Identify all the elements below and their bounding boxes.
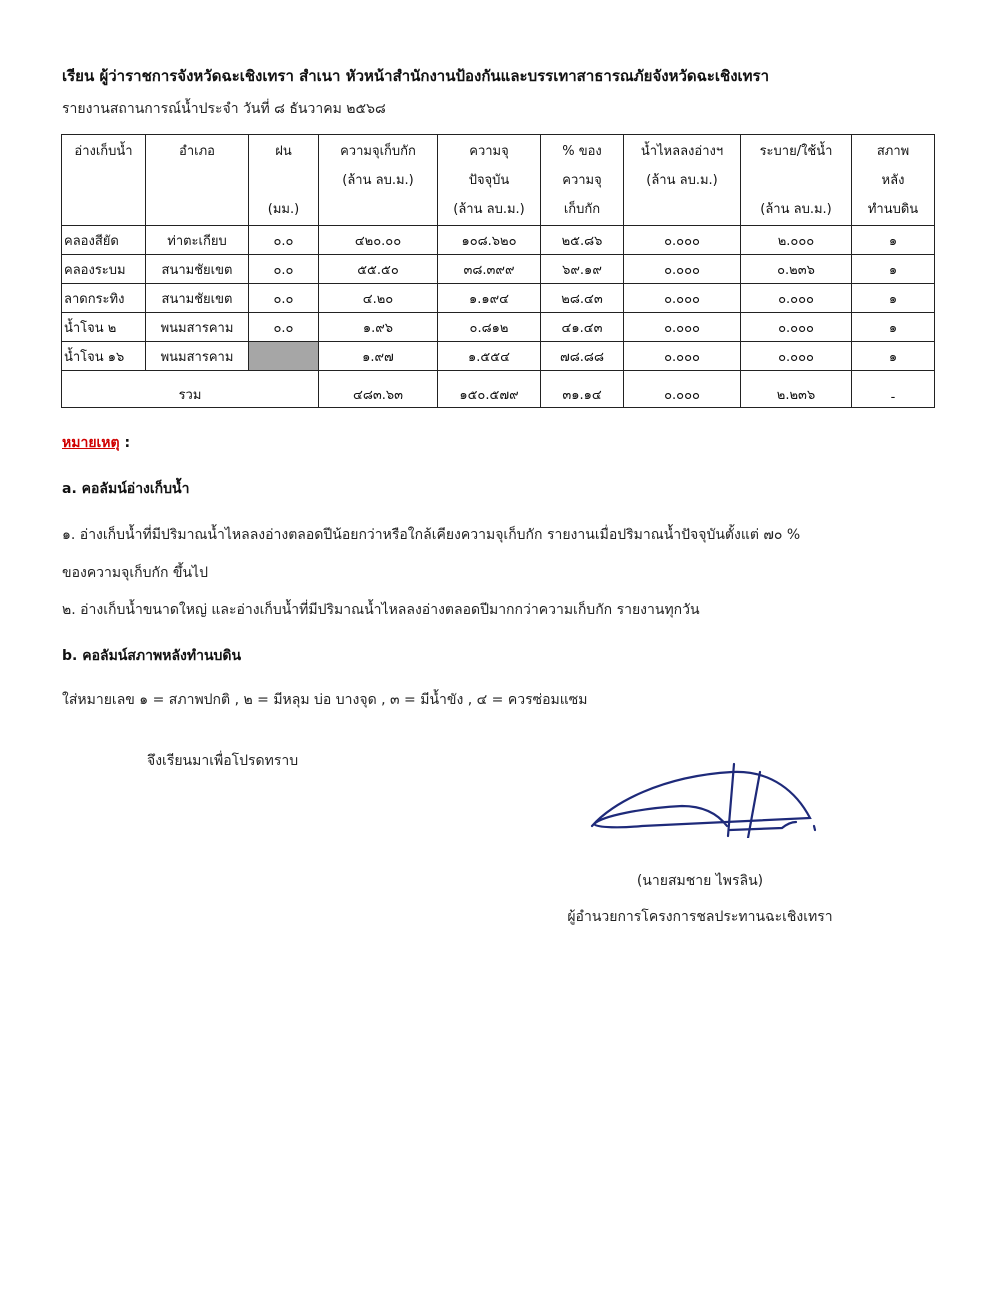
total-capacity: ๔๘๓.๖๓	[319, 371, 438, 408]
cell-reservoir: น้ำโจน ๑๖	[62, 342, 146, 371]
cell-district: สนามชัยเขต	[146, 255, 249, 284]
total-inflow: ๐.๐๐๐	[624, 371, 741, 408]
cell-district: พนมสารคาม	[146, 313, 249, 342]
cell-percent: ๒๕.๘๖	[541, 226, 624, 255]
cell-reservoir: ลาดกระทิง	[62, 284, 146, 313]
total-release: ๒.๒๓๖	[741, 371, 852, 408]
cell-rain-missing	[249, 342, 319, 371]
table-row	[62, 313, 935, 342]
cell-current: ๐.๘๑๒	[438, 313, 541, 342]
section-a-heading: a. คอลัมน์อ่างเก็บน้ำ	[62, 481, 190, 497]
table-row	[62, 284, 935, 313]
total-row	[62, 371, 935, 408]
cell-percent: ๖๙.๑๙	[541, 255, 624, 284]
note-a-line2: ๒. อ่างเก็บน้ำขนาดใหญ่ และอ่างเก็บน้ำที่มีปริมาณน้ำไหลลงอ่างตลอดปีมากกว่าความเก็บกัก รายงานทุกวัน	[62, 602, 700, 618]
cell-rain: ๐.๐	[249, 313, 319, 342]
letter-title: เรียน ผู้ว่าราชการจังหวัดฉะเชิงเทรา สำเนา หัวหน้าสำนักงานป้องกันและบรรเทาสาธารณภัยจังหวัดฉะเชิงเทรา	[62, 67, 770, 85]
cell-capacity: ๑.๙๖	[319, 313, 438, 342]
cell-inflow: ๐.๐๐๐	[624, 313, 741, 342]
col-percent: % ของ ความจุ เก็บกัก	[541, 135, 624, 226]
cell-reservoir: น้ำโจน ๒	[62, 313, 146, 342]
col-condition: สภาพ หลัง ทำนบดิน	[852, 135, 935, 226]
section-b-heading: b. คอลัมน์สภาพหลังทำนบดิน	[62, 648, 242, 664]
col-rain: ฝน (มม.)	[249, 135, 319, 226]
report-subtitle: รายงานสถานการณ์น้ำประจำ วันที่ ๘ ธันวาคม ๒๕๖๘	[62, 101, 386, 117]
cell-condition: ๑	[852, 313, 935, 342]
table-row	[62, 226, 935, 255]
cell-rain: ๐.๐	[249, 255, 319, 284]
cell-capacity: ๑.๙๗	[319, 342, 438, 371]
cell-rain: ๐.๐	[249, 226, 319, 255]
cell-release: ๐.๐๐๐	[741, 342, 852, 371]
total-percent: ๓๑.๑๔	[541, 371, 624, 408]
cell-release: ๒.๐๐๐	[741, 226, 852, 255]
total-current: ๑๕๐.๕๗๙	[438, 371, 541, 408]
cell-rain: ๐.๐	[249, 284, 319, 313]
cell-release: ๐.๒๓๖	[741, 255, 852, 284]
water-report-table	[61, 134, 935, 408]
cell-current: ๑.๑๙๔	[438, 284, 541, 313]
col-release: ระบาย/ใช้น้ำ (ล้าน ลบ.ม.)	[741, 135, 852, 226]
cell-condition: ๑	[852, 284, 935, 313]
cell-inflow: ๐.๐๐๐	[624, 226, 741, 255]
col-inflow: น้ำไหลลงอ่างฯ (ล้าน ลบ.ม.)	[624, 135, 741, 226]
cell-inflow: ๐.๐๐๐	[624, 255, 741, 284]
cell-inflow: ๐.๐๐๐	[624, 284, 741, 313]
col-district: อำเภอ	[146, 135, 249, 226]
cell-reservoir: คลองระบม	[62, 255, 146, 284]
cell-condition: ๑	[852, 255, 935, 284]
note-a-line1: ๑. อ่างเก็บน้ำที่มีปริมาณน้ำไหลลงอ่างตลอดปีน้อยกว่าหรือใกล้เคียงความจุเก็บกัก รายงานเมื่อปริมาณน้ำปัจจุบันตั้งแต่ ๗๐ %	[62, 527, 801, 543]
cell-current: ๑.๕๕๔	[438, 342, 541, 371]
cell-release: ๐.๐๐๐	[741, 284, 852, 313]
cell-capacity: ๔๒๐.๐๐	[319, 226, 438, 255]
cell-percent: ๒๘.๔๓	[541, 284, 624, 313]
total-label: รวม	[62, 371, 319, 408]
cell-district: สนามชัยเขต	[146, 284, 249, 313]
cell-current: ๑๐๘.๖๒๐	[438, 226, 541, 255]
cell-district: ท่าตะเกียบ	[146, 226, 249, 255]
total-condition: -	[852, 371, 935, 408]
cell-percent: ๗๘.๘๘	[541, 342, 624, 371]
cell-district: พนมสารคาม	[146, 342, 249, 371]
note-a-line1-cont: ของความจุเก็บกัก ขึ้นไป	[62, 565, 208, 581]
cell-current: ๓๘.๓๙๙	[438, 255, 541, 284]
signature-image	[582, 758, 822, 838]
col-current: ความจุ ปัจจุบัน (ล้าน ลบ.ม.)	[438, 135, 541, 226]
signatory-position: ผู้อำนวยการโครงการชลประทานฉะเชิงเทรา	[567, 909, 833, 925]
cell-condition: ๑	[852, 342, 935, 371]
notes-heading: หมายเหตุ :	[62, 435, 131, 451]
col-reservoir: อ่างเก็บน้ำ	[62, 135, 146, 226]
table-header-row	[62, 135, 935, 226]
col-capacity: ความจุเก็บกัก (ล้าน ลบ.ม.)	[319, 135, 438, 226]
closing-text: จึงเรียนมาเพื่อโปรดทราบ	[147, 753, 299, 769]
note-b-line: ใส่หมายเลข ๑ = สภาพปกติ , ๒ = มีหลุม บ่อ บางจุด , ๓ = มีน้ำขัง , ๔ = ควรซ่อมแซม	[62, 692, 588, 708]
cell-condition: ๑	[852, 226, 935, 255]
table-row	[62, 342, 935, 371]
table-row	[62, 255, 935, 284]
signatory-name: (นายสมชาย ไพรลิน)	[636, 873, 764, 889]
cell-inflow: ๐.๐๐๐	[624, 342, 741, 371]
cell-capacity: ๕๕.๕๐	[319, 255, 438, 284]
cell-reservoir: คลองสียัด	[62, 226, 146, 255]
cell-release: ๐.๐๐๐	[741, 313, 852, 342]
cell-percent: ๔๑.๔๓	[541, 313, 624, 342]
cell-capacity: ๔.๒๐	[319, 284, 438, 313]
